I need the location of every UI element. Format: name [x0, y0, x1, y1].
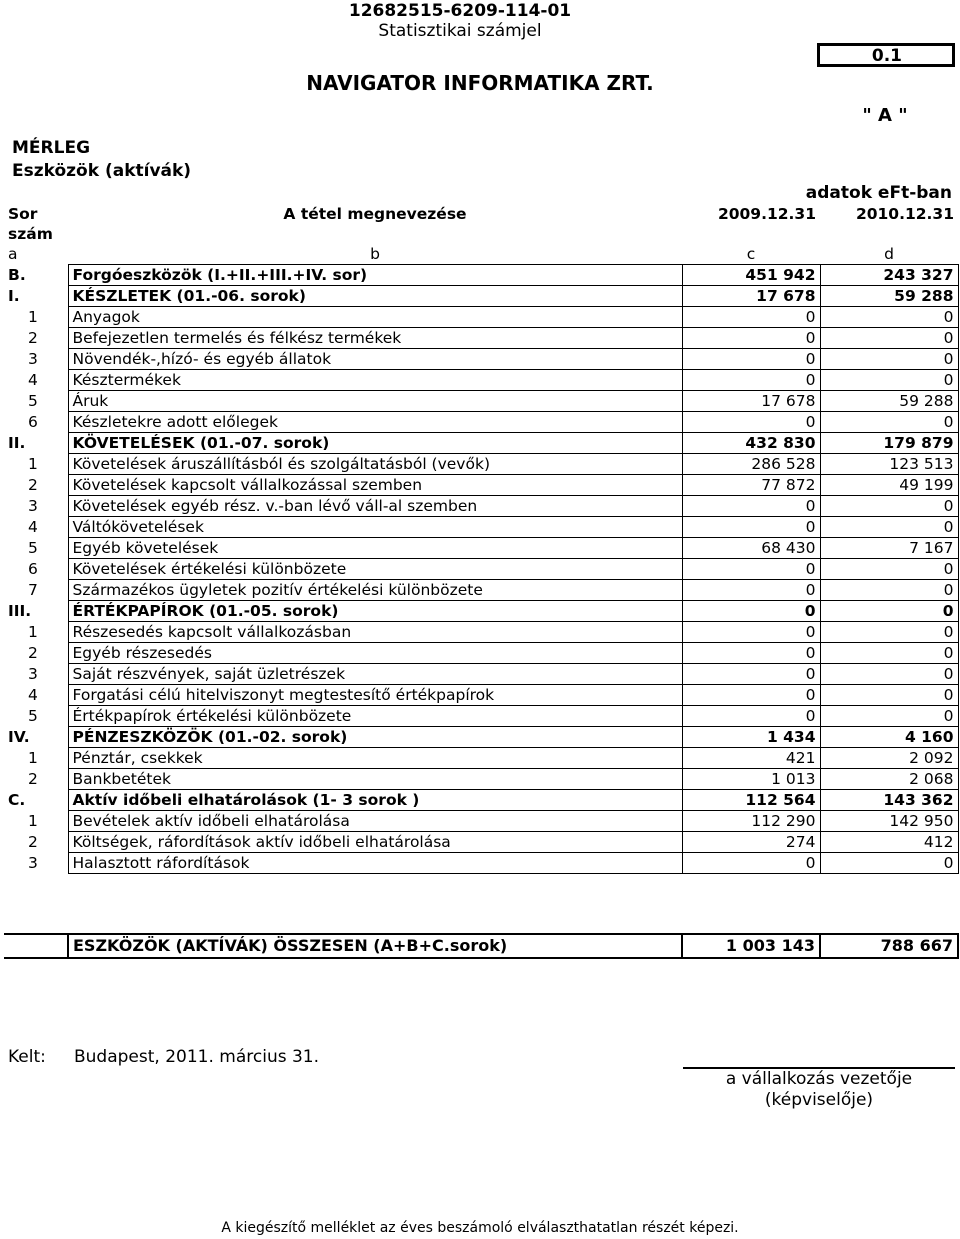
- value-2010: 0: [820, 349, 958, 370]
- row-number: II.: [8, 434, 26, 452]
- table-row: [4, 664, 958, 685]
- value-2009: 421: [682, 748, 820, 769]
- row-label: Halasztott ráfordítások: [68, 853, 682, 874]
- row-label: Származékos ügyletek pozitív értékelési különbözete: [68, 580, 682, 601]
- col-letter-a: a: [8, 245, 18, 264]
- row-label: Késztermékek: [68, 370, 682, 391]
- value-2009: 0: [682, 601, 820, 622]
- section-row: [4, 601, 958, 622]
- row-label: Követelések egyéb rész. v.-ban lévő váll-al szemben: [68, 496, 682, 517]
- total-value-2010: 788 667: [820, 934, 958, 958]
- value-2010: 0: [820, 853, 958, 874]
- value-2009: 0: [682, 643, 820, 664]
- value-2009: 0: [682, 559, 820, 580]
- unit-note: adatok eFt-ban: [805, 183, 952, 203]
- value-2010: 412: [820, 832, 958, 853]
- row-number: 4: [28, 518, 38, 536]
- row-label: Bevételek aktív időbeli elhatárolása: [68, 811, 682, 832]
- section-row: [4, 433, 958, 454]
- row-label: Forgatási célú hitelviszonyt megtestesítő értékpapírok: [68, 685, 682, 706]
- table-row: [4, 538, 958, 559]
- row-number: 2: [28, 770, 38, 788]
- table-row: [4, 517, 958, 538]
- table-row: [4, 748, 958, 769]
- value-2010: 0: [820, 622, 958, 643]
- value-2009: 286 528: [682, 454, 820, 475]
- value-2009: 1 434: [682, 727, 820, 748]
- row-label: Követelések áruszállításból és szolgáltatásból (vevők): [68, 454, 682, 475]
- row-number: I.: [8, 287, 20, 305]
- row-number: 5: [28, 392, 38, 410]
- table-row: [4, 685, 958, 706]
- row-label: Befejezetlen termelés és félkész termékek: [68, 328, 682, 349]
- table-row: [4, 391, 958, 412]
- value-2010: 59 288: [820, 391, 958, 412]
- value-2009: 451 942: [682, 265, 820, 286]
- row-number: 3: [28, 350, 38, 368]
- table-row: [4, 328, 958, 349]
- row-label: Követelések kapcsolt vállalkozással szemben: [68, 475, 682, 496]
- value-2010: 4 160: [820, 727, 958, 748]
- signature-role-note: (képviselője): [764, 1090, 874, 1110]
- table-row: [4, 307, 958, 328]
- row-number: 6: [28, 560, 38, 578]
- table-row: [4, 580, 958, 601]
- row-number: 3: [28, 665, 38, 683]
- row-label: ÉRTÉKPAPÍROK (01.-05. sorok): [68, 601, 682, 622]
- col-letter-d: d: [884, 245, 894, 263]
- table-row: [4, 412, 958, 433]
- value-2010: 143 362: [820, 790, 958, 811]
- row-number: 1: [28, 749, 38, 767]
- value-2009: 0: [682, 685, 820, 706]
- value-2009: 77 872: [682, 475, 820, 496]
- document-subtitle: Eszközök (aktívák): [12, 161, 192, 181]
- row-label: Részesedés kapcsolt vállalkozásban: [68, 622, 682, 643]
- value-2009: 17 678: [682, 391, 820, 412]
- table-row: [4, 475, 958, 496]
- section-row: [4, 727, 958, 748]
- row-label: Egyéb követelések: [68, 538, 682, 559]
- table-row: [4, 769, 958, 790]
- value-2009: 0: [682, 412, 820, 433]
- value-2009: 68 430: [682, 538, 820, 559]
- value-2009: 0: [682, 664, 820, 685]
- value-2009: 0: [682, 349, 820, 370]
- row-label: Növendék-,hízó- és egyéb állatok: [68, 349, 682, 370]
- row-number: 5: [28, 539, 38, 557]
- row-label: Értékpapírok értékelési különbözete: [68, 706, 682, 727]
- value-2010: 142 950: [820, 811, 958, 832]
- row-number: 2: [28, 644, 38, 662]
- value-2010: 59 288: [820, 286, 958, 307]
- value-2010: 0: [820, 517, 958, 538]
- row-number: 2: [28, 833, 38, 851]
- row-label: Anyagok: [68, 307, 682, 328]
- value-2009: 1 013: [682, 769, 820, 790]
- value-2009: 0: [682, 307, 820, 328]
- row-label: Költségek, ráfordítások aktív időbeli elhatárolása: [68, 832, 682, 853]
- col-letter-c: c: [746, 245, 756, 263]
- section-row: [4, 265, 958, 286]
- value-2009: 112 290: [682, 811, 820, 832]
- date-place-value: Budapest, 2011. március 31.: [74, 1047, 320, 1067]
- value-2009: 432 830: [682, 433, 820, 454]
- table-row: [4, 370, 958, 391]
- value-2010: 0: [820, 685, 958, 706]
- value-2009: 17 678: [682, 286, 820, 307]
- value-2010: 0: [820, 412, 958, 433]
- section-row: [4, 790, 958, 811]
- total-row: [4, 933, 959, 959]
- row-label: PÉNZESZKÖZÖK (01.-02. sorok): [68, 727, 682, 748]
- statistical-id: 12682515-6209-114-01: [348, 1, 572, 21]
- value-2009: 112 564: [682, 790, 820, 811]
- value-2009: 274: [682, 832, 820, 853]
- row-number: IV.: [8, 728, 30, 746]
- value-2009: 0: [682, 853, 820, 874]
- value-2010: 0: [820, 496, 958, 517]
- row-number: 2: [28, 476, 38, 494]
- form-variant: " A ": [862, 105, 908, 126]
- value-2010: 2 092: [820, 748, 958, 769]
- row-label: Követelések értékelési különbözete: [68, 559, 682, 580]
- row-number: 4: [28, 686, 38, 704]
- company-name: NAVIGATOR INFORMATIKA ZRT.: [306, 71, 654, 95]
- value-2010: 0: [820, 601, 958, 622]
- table-row: [4, 496, 958, 517]
- signature-role: a vállalkozás vezetője: [725, 1069, 913, 1089]
- header-row-2: [4, 224, 958, 244]
- row-number: 1: [28, 623, 38, 641]
- value-2010: 49 199: [820, 475, 958, 496]
- value-2010: 123 513: [820, 454, 958, 475]
- value-2010: 0: [820, 307, 958, 328]
- value-2010: 0: [820, 328, 958, 349]
- row-number: 3: [28, 497, 38, 515]
- total-value-2009: 1 003 143: [682, 934, 820, 958]
- value-2009: 0: [682, 622, 820, 643]
- row-label: KÉSZLETEK (01.-06. sorok): [68, 286, 682, 307]
- table-row: [4, 832, 958, 853]
- statistical-id-label: Statisztikai számjel: [378, 21, 542, 41]
- row-label: Készletekre adott előlegek: [68, 412, 682, 433]
- table-row: [4, 643, 958, 664]
- table-row: [4, 559, 958, 580]
- value-2009: 0: [682, 517, 820, 538]
- balance-table: [4, 204, 959, 874]
- document-title: MÉRLEG: [12, 138, 91, 158]
- row-number: B.: [8, 266, 26, 284]
- col-header-sor: Sor: [8, 205, 38, 223]
- section-row: [4, 286, 958, 307]
- value-2010: 0: [820, 664, 958, 685]
- value-2010: 0: [820, 559, 958, 580]
- row-number: 6: [28, 413, 38, 431]
- col-header-year1: 2009.12.31: [717, 205, 816, 223]
- value-2010: 0: [820, 706, 958, 727]
- row-number: 7: [28, 581, 38, 599]
- date-place-label: Kelt:: [8, 1047, 46, 1067]
- row-label: KÖVETELÉSEK (01.-07. sorok): [68, 433, 682, 454]
- value-2010: 0: [820, 580, 958, 601]
- table-row: [4, 811, 958, 832]
- row-label: Áruk: [68, 391, 682, 412]
- value-2010: 7 167: [820, 538, 958, 559]
- row-number: 4: [28, 371, 38, 389]
- value-2010: 243 327: [820, 265, 958, 286]
- col-header-year2: 2010.12.31: [855, 205, 954, 223]
- table-row: [4, 853, 958, 874]
- row-label: Egyéb részesedés: [68, 643, 682, 664]
- letter-row: [4, 244, 958, 265]
- header-row: [4, 204, 958, 224]
- value-2009: 0: [682, 706, 820, 727]
- col-header-name: A tétel megnevezése: [283, 205, 467, 223]
- col-letter-b: b: [370, 245, 380, 263]
- row-label: Forgóeszközök (I.+II.+III.+IV. sor): [68, 265, 682, 286]
- value-2009: 0: [682, 370, 820, 391]
- row-number: C.: [8, 791, 26, 809]
- version-box: 0.1: [817, 43, 955, 67]
- value-2009: 0: [682, 496, 820, 517]
- table-row: [4, 706, 958, 727]
- row-number: 1: [28, 455, 38, 473]
- value-2010: 2 068: [820, 769, 958, 790]
- value-2010: 179 879: [820, 433, 958, 454]
- row-number: 2: [28, 329, 38, 347]
- value-2009: 0: [682, 580, 820, 601]
- value-2010: 0: [820, 370, 958, 391]
- table-row: [4, 622, 958, 643]
- value-2010: 0: [820, 643, 958, 664]
- row-number: 1: [28, 308, 38, 326]
- row-number: III.: [8, 602, 32, 620]
- row-label: Aktív időbeli elhatárolások (1- 3 sorok ): [68, 790, 682, 811]
- row-label: Bankbetétek: [68, 769, 682, 790]
- row-label: Váltókövetelések: [68, 517, 682, 538]
- row-label: Pénztár, csekkek: [68, 748, 682, 769]
- row-label: Saját részvények, saját üzletrészek: [68, 664, 682, 685]
- value-2009: 0: [682, 328, 820, 349]
- row-number: 5: [28, 707, 38, 725]
- col-header-szam: szám: [8, 225, 53, 243]
- footnote: A kiegészítő melléklet az éves beszámoló elválaszthatatlan részét képezi.: [221, 1220, 739, 1236]
- table-row: [4, 349, 958, 370]
- row-number: 3: [28, 854, 38, 872]
- total-label: ESZKÖZÖK (AKTÍVÁK) ÖSSZESEN (A+B+C.sorok): [68, 934, 682, 958]
- row-number: 1: [28, 812, 38, 830]
- table-row: [4, 454, 958, 475]
